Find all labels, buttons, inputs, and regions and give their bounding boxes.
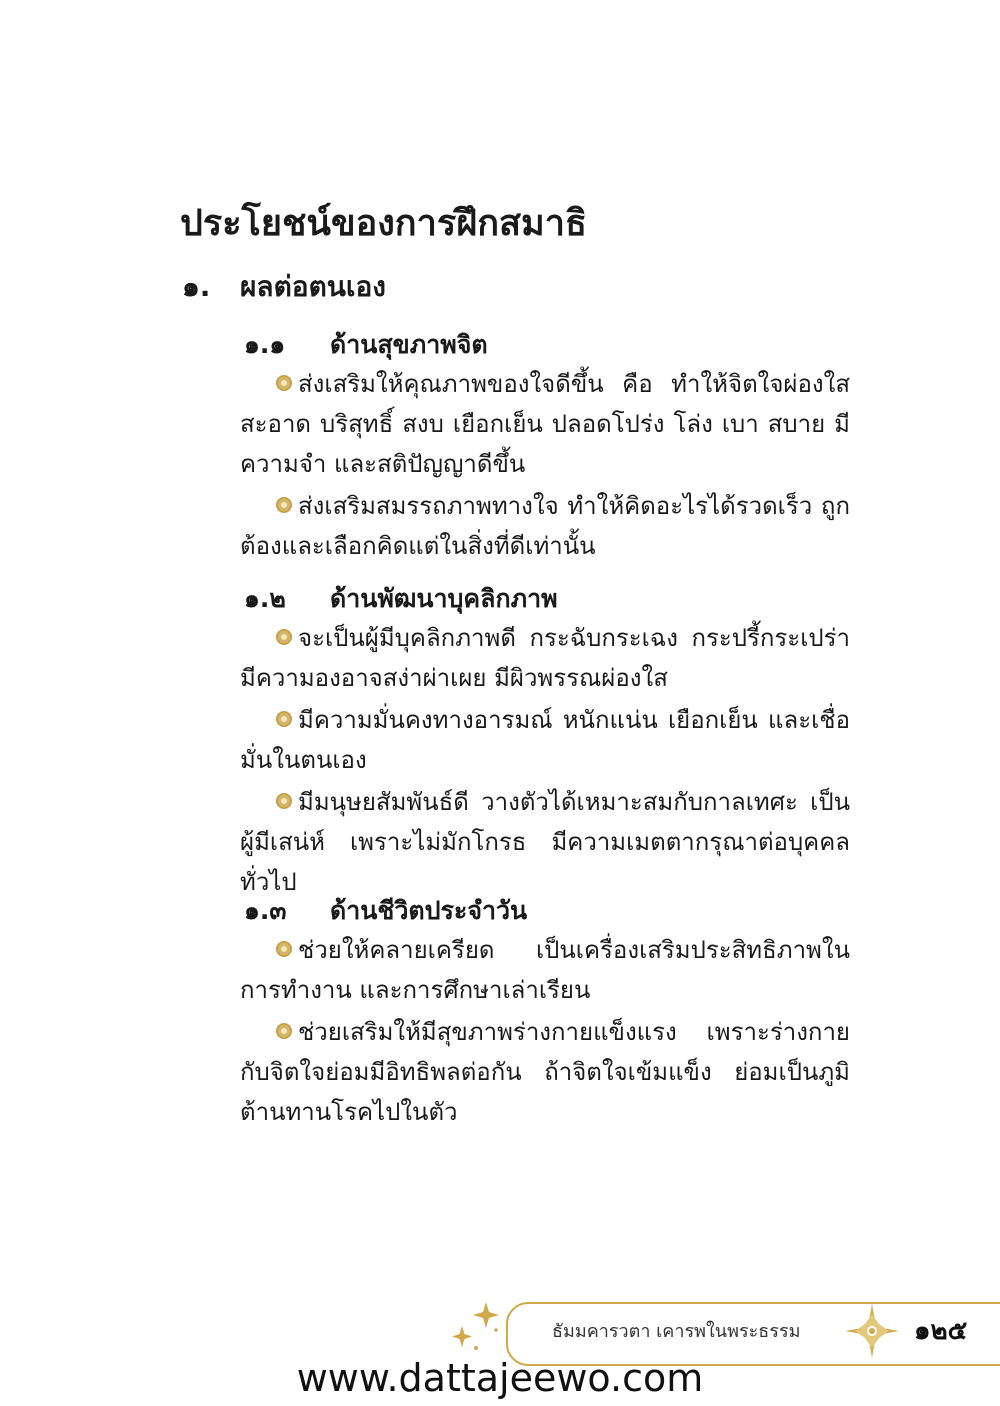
subsection-number: ๑.๓ <box>244 896 287 925</box>
subsection-title: ด้านพัฒนาบุคลิกภาพ <box>330 584 558 613</box>
paragraph-text: ส่งเสริมสมรรถภาพทางใจ ทำให้คิดอะไรได้รวดเร็ว ถูกต้องและเลือกคิดแต่ในสิ่งที่ดีเท่านั้น <box>240 492 850 560</box>
flower-bullet-icon <box>276 711 292 727</box>
paragraph <box>240 618 850 698</box>
flower-bullet-icon <box>276 793 292 809</box>
watermark-url[interactable]: www.dattajeewo.com <box>296 1356 704 1400</box>
subsection-1-1 <box>240 326 850 568</box>
section-number: ๑. <box>182 270 211 303</box>
paragraph-text: จะเป็นผู้มีบุคลิกภาพดี กระฉับกระเฉง กระปรี้กระเปร่า มีความองอาจสง่าผ่าเผย มีผิวพรรณผ่องใส <box>240 624 850 692</box>
subsection-number: ๑.๒ <box>244 584 286 613</box>
paragraph-text: ช่วยให้คลายเครียด เป็นเครื่องเสริมประสิทธิภาพในการทำงาน และการศึกษาเล่าเรียน <box>240 936 850 1004</box>
flower-bullet-icon <box>276 629 292 645</box>
flower-bullet-icon <box>276 497 292 513</box>
paragraph-text: ช่วยเสริมให้มีสุขภาพร่างกายแข็งแรง เพราะร่างกายกับจิตใจย่อมมีอิทธิพลต่อกัน ถ้าจิตใจเข้มแข็ง ย่อมเป็นภูมิต้านทานโรคไปในตัว <box>240 1018 850 1126</box>
flower-bullet-icon <box>276 941 292 957</box>
flower-bullet-icon <box>276 1023 292 1039</box>
section-heading-1 <box>182 266 386 308</box>
section-title: ผลต่อตนเอง <box>240 270 386 303</box>
page-number: ๑๒๕ <box>914 1316 968 1346</box>
subsection-number: ๑.๑ <box>244 330 286 359</box>
page-title: ประโยชน์ของการฝึกสมาธิ <box>180 203 587 244</box>
subsection-heading <box>244 326 850 364</box>
paragraph <box>240 364 850 484</box>
paragraph-text: มีความมั่นคงทางอารมณ์ หนักแน่น เยือกเย็น และเชื่อมั่นในตนเอง <box>240 706 850 774</box>
paragraph <box>240 930 850 1010</box>
subsection-1-2 <box>240 580 850 904</box>
book-title: ธัมมคารวตา เคารพในพระธรรม <box>552 1321 801 1342</box>
paragraph <box>240 486 850 566</box>
subsection-1-3 <box>240 892 850 1134</box>
sparkle-ornament-icon <box>448 1300 504 1358</box>
subsection-heading <box>244 580 850 618</box>
paragraph <box>240 1012 850 1132</box>
subsection-heading <box>244 892 850 930</box>
subsection-title: ด้านสุขภาพจิต <box>330 330 488 359</box>
paragraph <box>240 700 850 780</box>
paragraph-text: ส่งเสริมให้คุณภาพของใจดีขึ้น คือ ทำให้จิตใจผ่องใส สะอาด บริสุทธิ์ สงบ เยือกเย็น ปลอดโปร่ง โล่ง เบา สบาย มีความจำ และสติปัญญาดีขึ้น <box>240 370 850 478</box>
subsection-title: ด้านชีวิตประจำวัน <box>330 896 528 925</box>
paragraph-text: มีมนุษยสัมพันธ์ดี วางตัวได้เหมาะสมกับกาลเทศะ เป็นผู้มีเสน่ห์ เพราะไม่มักโกรธ มีความเมตตากรุณาต่อบุคคลทั่วไป <box>240 788 850 896</box>
paragraph <box>240 782 850 902</box>
flower-bullet-icon <box>276 375 292 391</box>
